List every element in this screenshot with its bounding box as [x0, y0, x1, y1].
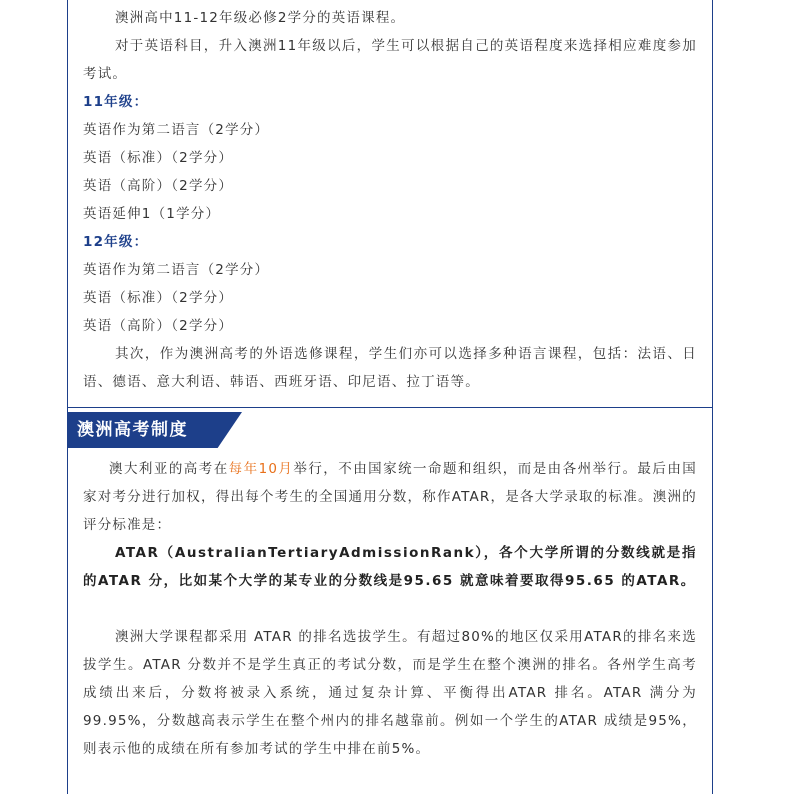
section-title: 澳洲高考制度 — [77, 420, 188, 440]
grade-11-course-3: 英语（高阶）（2学分） — [83, 178, 234, 194]
atar-ranking-paragraph: 澳洲大学课程都采用 ATAR 的排名选拔学生。有超过80%的地区仅采用ATAR的排名来选拔学生。ATAR 分数并不是学生真正的考试分数，而是学生在整个澳洲的排名。各州学生高考成绩出来后，分数将被录入系统，通过复杂计算、平衡得出ATAR 排名。ATAR 满分为99.95%，分数越高表示学生在整个州内的排名越靠前。例如一个学生的ATAR 成绩是95%，则表示他的成绩在所有参加考试的学生中排在前5%。 — [83, 629, 697, 757]
exam-intro-paragraph — [83, 455, 697, 539]
language-electives-paragraph: 其次，作为澳洲高考的外语选修课程，学生们亦可以选择多种语言课程，包括：法语、日语、德语、意大利语、韩语、西班牙语、印尼语、拉丁语等。 — [83, 346, 697, 390]
grade-12-course-2: 英语（标准）（2学分） — [83, 290, 234, 306]
intro-text-before: 澳大利亚的高考在 — [109, 461, 229, 477]
grade-12-course-3: 英语（高阶）（2学分） — [83, 318, 234, 334]
grade-11-heading: 11年级： — [83, 94, 149, 110]
grade-12-course-1: 英语作为第二语言（2学分） — [83, 262, 270, 278]
exam-month-highlight: 每年10月 — [228, 461, 294, 477]
grade-11-course-4: 英语延伸1（1学分） — [83, 206, 221, 222]
grade-11-course-2: 英语（标准）（2学分） — [83, 150, 234, 166]
english-required-line: 澳洲高中11-12年级必修2学分的英语课程。 — [115, 10, 406, 26]
english-level-paragraph: 对于英语科目，升入澳洲11年级以后，学生可以根据自己的英语程度来选择相应难度参加考试。 — [83, 38, 697, 82]
intro-text-after: 举行，不由国家统一命题和组织，而是由各州举行。最后由国家对考分进行加权，得出每个考生的全国通用分数，称作ATAR，是各大学录取的标准。澳洲的评分标准是： — [83, 461, 697, 533]
grade-12-heading: 12年级： — [83, 234, 149, 250]
grade-11-course-1: 英语作为第二语言（2学分） — [83, 122, 270, 138]
atar-definition-paragraph: ATAR（AustralianTertiaryAdmissionRank），各个大学所谓的分数线就是指的ATAR 分，比如某个大学的某专业的分数线是95.65 就意味着要取得95.65 的ATAR。 — [83, 545, 697, 589]
